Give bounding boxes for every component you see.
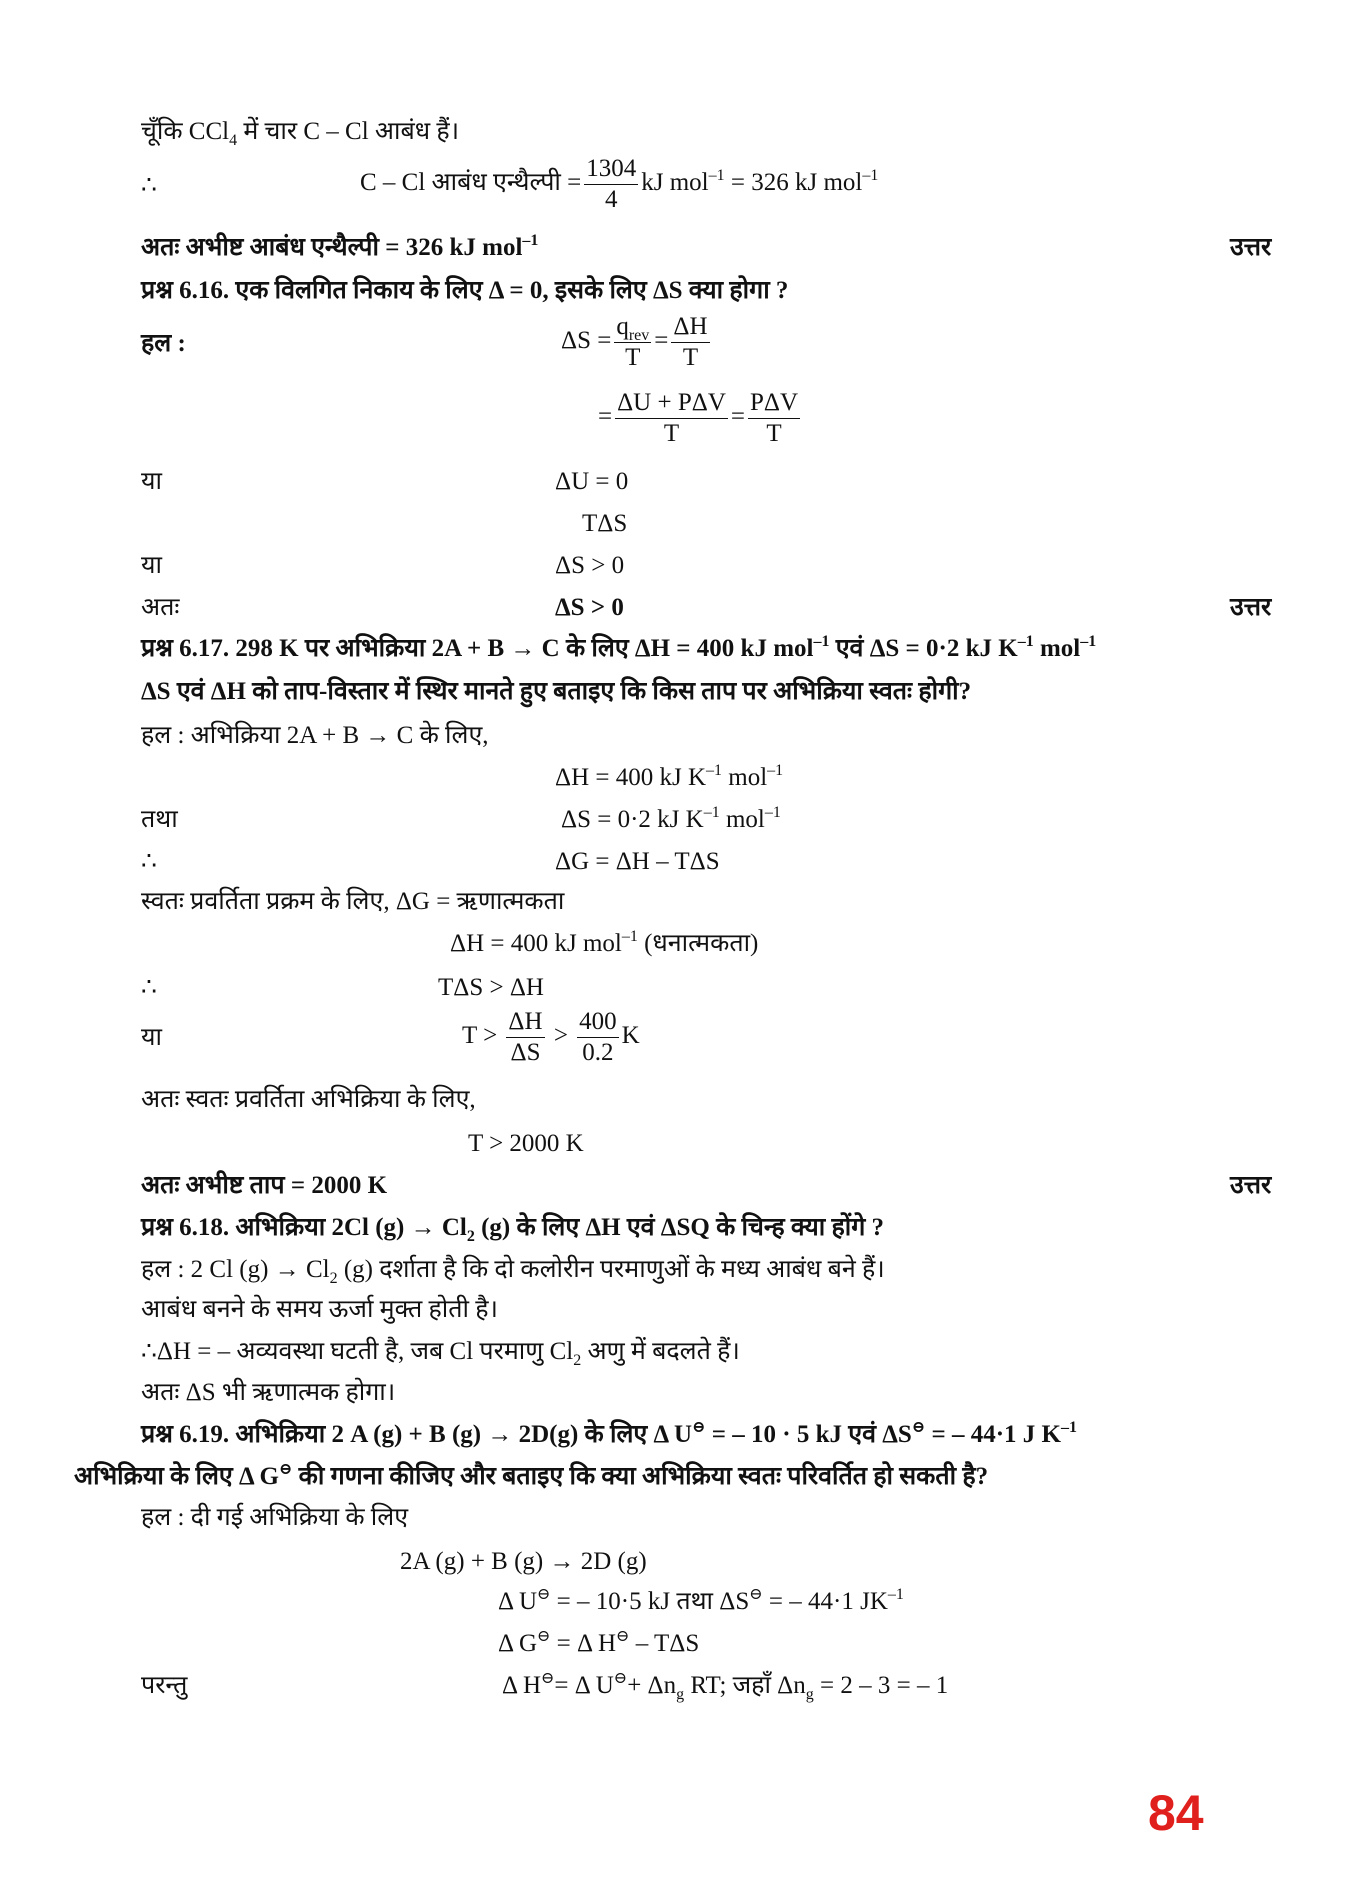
equation: ΔS > 0 (555, 552, 625, 579)
text-line: परन्तु (141, 1672, 188, 1699)
text-line: स्वतः प्रवर्तिता प्रक्रम के लिए, ΔG = ऋणात्मकता (141, 888, 565, 915)
equation: = $\frac{\text{ΔU + PΔV}}{T}$ = $\frac{\text{PΔV}}{T}$ (598, 389, 799, 447)
result-line: अतः अभीष्ट आबंध एन्थैल्पी = 326 kJ mol$^{-1}$ (141, 232, 539, 261)
therefore-symbol: ∴ (141, 848, 157, 875)
text-line: अतः (141, 594, 180, 621)
result-line: अतः अभीष्ट ताप = 2000 K (141, 1172, 388, 1199)
text-line: आबंध बनने के समय ऊर्जा मुक्त होती है। (141, 1296, 499, 1323)
answer-label: उत्तर (1230, 594, 1272, 621)
equation: ΔS = 0·2 kJ $K^{-1}$ mol$^{-1}$ (561, 804, 781, 833)
equation: ΔS = $\frac{q_{rev}}{T}$ = $\frac{\Delta H}{T}$ (561, 313, 708, 371)
text-line: अतः ΔS भी ऋणात्मक होगा। (141, 1379, 396, 1406)
text-line: या (141, 1024, 162, 1051)
equation: T > 2000 K (468, 1130, 584, 1157)
solution-intro: हल : अभिक्रिया 2A + B → C के लिए, (141, 722, 489, 749)
solution-label: हल : (141, 330, 186, 357)
equation: Δ G⊖ = Δ H⊖ – TΔS (498, 1628, 700, 1657)
solution-intro: हल : दी गई अभिक्रिया के लिए (141, 1504, 409, 1531)
question-6-16: प्रश्न 6.16. एक विलगित निकाय के लिए Δ = 0, इसके लिए ΔS क्या होगा ? (141, 277, 789, 304)
answer-label: उत्तर (1230, 234, 1272, 261)
equation: C – Cl आबंध एन्थैल्पी = $\frac{1304}{4}$ kJ mol$^{-1}$ = 326 kJ mol$^{-1}$ (360, 155, 879, 213)
answer-label: उत्तर (1230, 1172, 1272, 1199)
equation: ΔS > 0 (555, 594, 624, 621)
text-line: तथा (141, 806, 178, 833)
equation: T > $\frac{\Delta H}{\Delta S}$ > $\frac{400}{0.2}$ K (462, 1008, 640, 1066)
text-line: या (141, 468, 162, 495)
text-line: ∴ΔH = – अव्यवस्था घटती है, जब Cl परमाणु $Cl_2$ अणु में बदलते हैं। (141, 1338, 740, 1369)
text-line: हल : 2 Cl $(g) \to Cl_2$ (g) दर्शाता है कि दो कलोरीन परमाणुओं के मध्य आबंध बने हैं। (141, 1256, 885, 1287)
equation: Δ H⊖= Δ $U^⊖+ \Delta n_g$ RT; जहाँ $\Delta n_g = 2 - 3$ = – 1 (502, 1670, 949, 1703)
therefore-symbol: ∴ (141, 974, 157, 1001)
equation: ΔH = 400 kJ $K^{-1}$ mol$^{-1}$ (555, 762, 784, 791)
equation: ΔU = 0 (555, 468, 629, 495)
question-6-17-line2: ΔS एवं ΔH को ताप-विस्तार में स्थिर मानते हुए बताइए कि किस ताप पर अभिक्रिया स्वतः होगी? (141, 678, 972, 705)
text-line: चूँकि CCl$_4$ में चार C – Cl आबंध हैं। (141, 118, 460, 149)
text-line: या (141, 552, 162, 579)
question-6-19-line2: अभिक्रिया के लिए Δ G⊖ की गणना कीजिए और बताइए कि क्या अभिक्रिया स्वतः परिवर्तित हो सकती है? (74, 1461, 989, 1490)
question-6-18: प्रश्न 6.18. अभिक्रिया 2Cl $(g) \to Cl_2$ (g) के लिए ΔH एवं ΔSQ के चिन्ह क्या होंगे ? (141, 1214, 885, 1245)
equation: 2A (g) + B (g) → 2D (g) (400, 1548, 647, 1575)
therefore-symbol: ∴ (141, 172, 157, 199)
equation: ΔG = ΔH – TΔS (555, 848, 720, 875)
equation: TΔS > ΔH (438, 974, 544, 1001)
question-6-19: प्रश्न 6.19. अभिक्रिया 2 A (g) + B (g) → 2D(g) के लिए Δ U⊖ = – 10 · 5 kJ एवं ΔS⊖ = – 44·1 J $K^{-1}$ (141, 1419, 1077, 1448)
equation: Δ U⊖ = – 10·5 kJ तथा ΔS⊖ = – 44·1 $JK^{-1}$ (498, 1586, 904, 1615)
equation: ΔH = 400 kJ mol$^{-1}$ (धनात्मकता) (450, 928, 759, 957)
page-number: 84 (1148, 1785, 1204, 1841)
question-6-17: प्रश्न 6.17. 298 K पर अभिक्रिया 2A + B → C के लिए ΔH = 400 kJ mol$^{-1}$ एवं ΔS = 0·2 kJ $K^{-1}$ mol$^{-1}$ (141, 633, 1097, 662)
text-line: अतः स्वतः प्रवर्तिता अभिक्रिया के लिए, (141, 1086, 476, 1113)
equation: TΔS (582, 510, 628, 537)
